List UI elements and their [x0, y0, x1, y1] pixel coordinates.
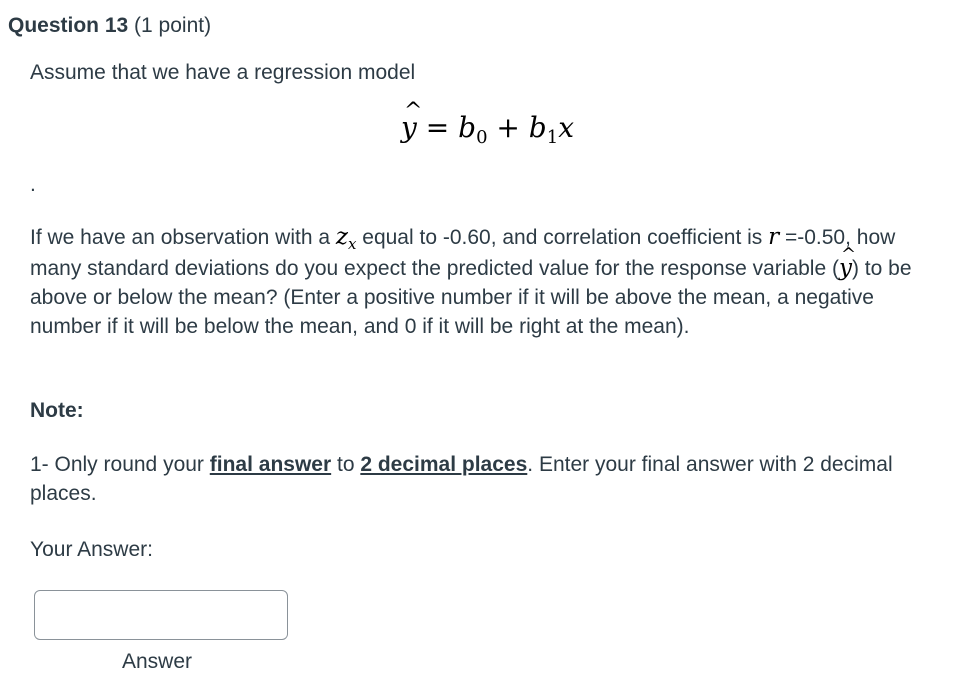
note-label: Note: [30, 399, 84, 422]
formula-b1: b [528, 111, 547, 144]
paragraph-text-2: equal to -0.60, and correlation coefficient is [356, 226, 769, 249]
question-points: (1 point) [134, 14, 212, 37]
rounding-suffix: . Enter your final answer with 2 decimal places. [30, 453, 893, 505]
paragraph-text-1: If we have an observation with a [30, 226, 336, 249]
intro-text: Assume that we have a regression model [30, 61, 416, 84]
question-paragraph [30, 223, 945, 341]
question-header [8, 12, 211, 40]
final-answer-emphasis: final answer [209, 453, 332, 476]
answer-input[interactable] [34, 590, 288, 640]
yhat-symbol: ^ y [839, 254, 852, 283]
z-sub: x [347, 235, 357, 253]
rounding-prefix: 1- Only round your [30, 453, 210, 476]
period-mark: . [30, 173, 36, 196]
formula-b0: b [458, 111, 477, 144]
z-var: z [335, 224, 348, 250]
your-answer-label: Your Answer: [30, 538, 153, 561]
formula-x: x [558, 111, 574, 144]
regression-formula [30, 113, 945, 146]
rounding-instructions [30, 450, 945, 508]
rounding-to: to [331, 453, 361, 476]
z-x-symbol [335, 224, 357, 253]
paragraph-text-4: ) to be above or below the mean? (Enter a positive number if it will be above the mean, a negative number if it will be below the mean, and 0 if it will be right at the mean). [30, 257, 912, 338]
formula-b1-sub: 1 [546, 127, 559, 148]
formula-yhat: ^ y [401, 113, 417, 142]
question-body [30, 58, 945, 561]
formula-b0-sub: 0 [476, 127, 488, 148]
r-equals: = [779, 226, 798, 249]
decimal-places-emphasis: 2 decimal places [360, 453, 528, 476]
r-symbol: r [768, 224, 780, 250]
formula-equals: = [425, 111, 450, 144]
answer-input-label: Answer [122, 650, 193, 673]
paragraph-text-3: -0.50, how many standard deviations do you expect the predicted value for the response variable ( [30, 226, 896, 280]
question-number: Question 13 [8, 14, 129, 37]
formula-plus: + [496, 111, 520, 144]
